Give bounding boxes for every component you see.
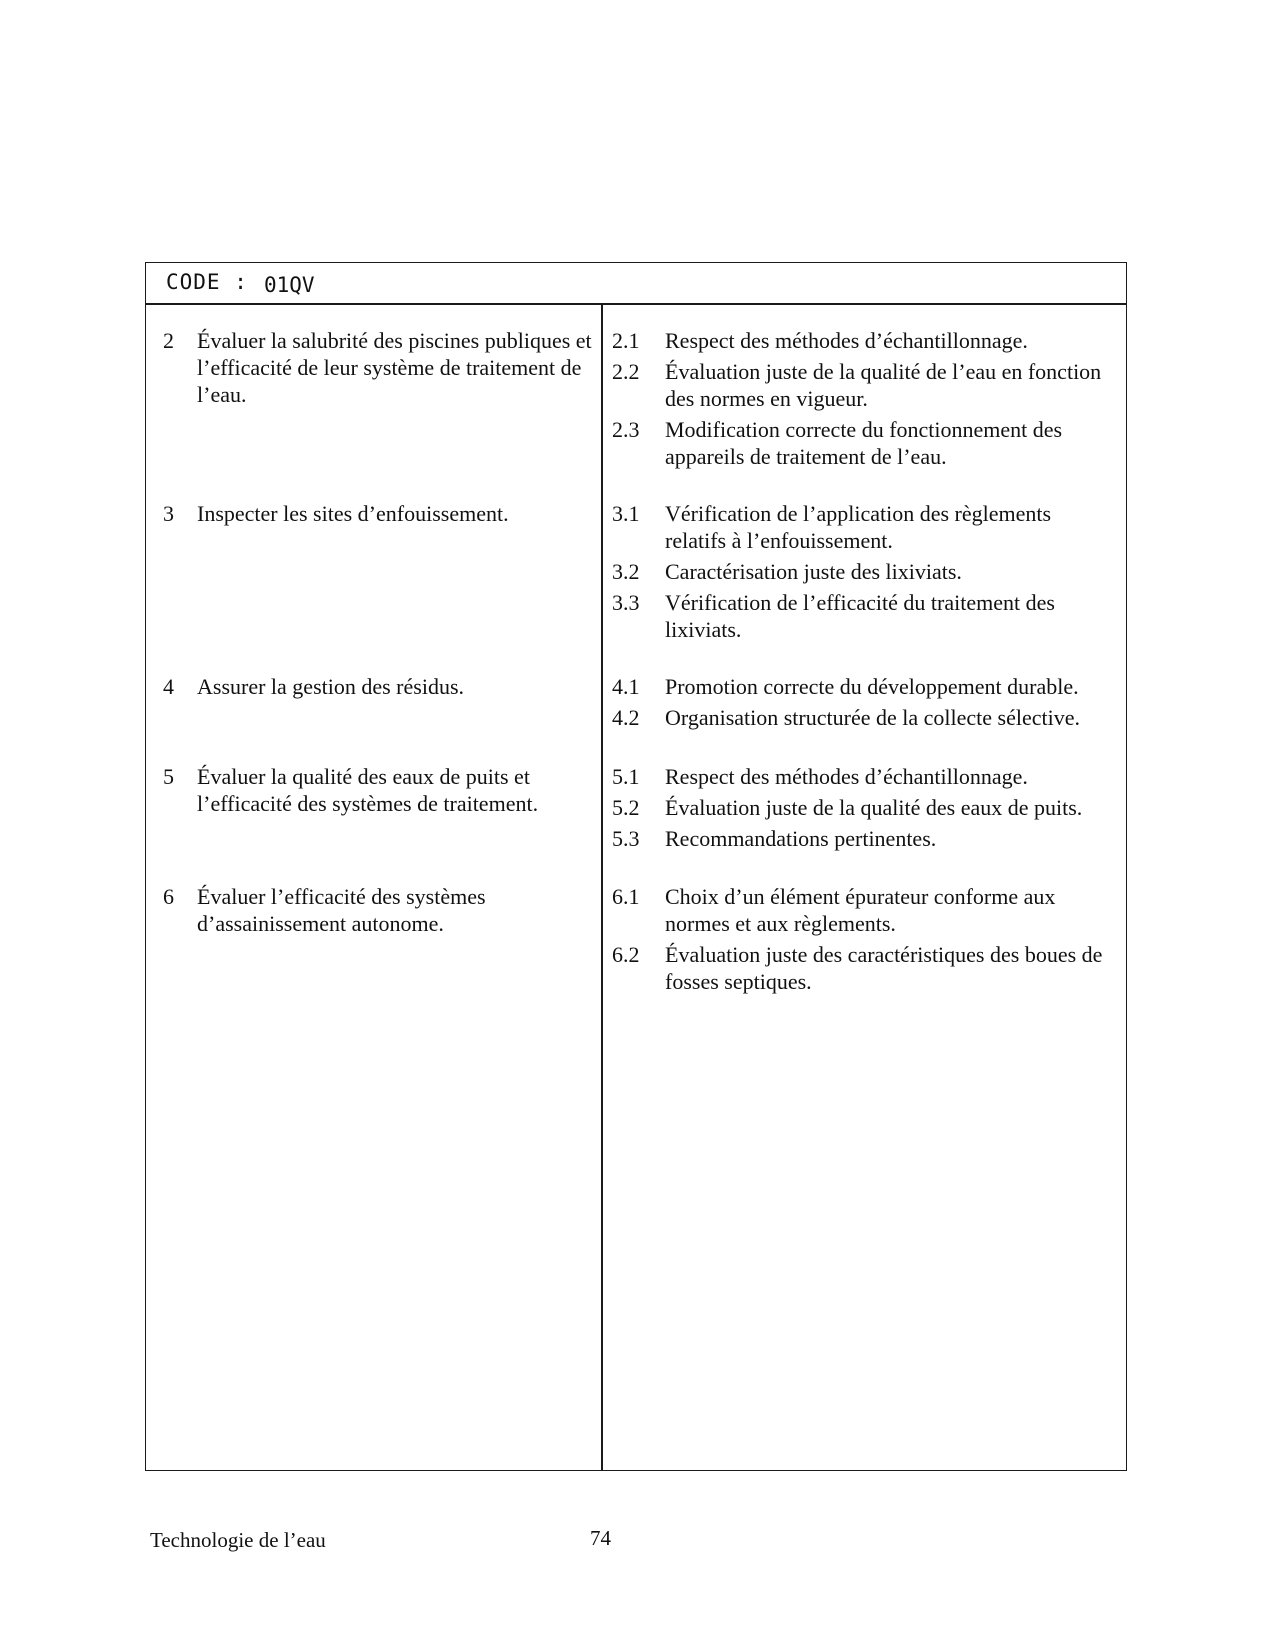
- competency-text: Évaluer l’efficacité des systèmes d’assainissement autonome.: [197, 884, 486, 936]
- competency-text: Inspecter les sites d’enfouissement.: [197, 501, 509, 526]
- criterion-item: [612, 763, 1117, 790]
- criterion-text: Évaluation juste des caractéristiques des boues de fosses septiques.: [665, 942, 1103, 994]
- code-label: CODE :: [166, 270, 248, 294]
- criterion-number: 2.1: [612, 328, 640, 353]
- criterion-item: [612, 825, 1117, 852]
- competency-text: Évaluer la qualité des eaux de puits et l’efficacité des systèmes de traitement.: [197, 764, 539, 816]
- criterion-number: 6.2: [612, 942, 640, 967]
- criterion-number: 4.1: [612, 674, 640, 699]
- criteria-list: [612, 327, 1117, 474]
- criterion-text: Caractérisation juste des lixiviats.: [665, 559, 962, 584]
- criterion-number: 6.1: [612, 884, 640, 909]
- competency-number: 5: [163, 764, 174, 789]
- competency-number: 3: [163, 501, 174, 526]
- criterion-number: 2.3: [612, 417, 640, 442]
- criterion-number: 5.1: [612, 764, 640, 789]
- criterion-number: 5.3: [612, 826, 640, 851]
- criterion-text: Respect des méthodes d’échantillonnage.: [665, 328, 1028, 353]
- competency-text: Évaluer la salubrité des piscines publiques et l’efficacité de leur système de traitement de l’eau.: [197, 328, 592, 407]
- competency-table: [145, 262, 1127, 1471]
- criterion-item: [612, 558, 1117, 585]
- criterion-number: 5.2: [612, 795, 640, 820]
- criteria-list: [612, 763, 1117, 856]
- criterion-item: [612, 883, 1117, 937]
- criterion-text: Choix d’un élément épurateur conforme aux normes et aux règlements.: [665, 884, 1056, 936]
- criterion-item: [612, 358, 1117, 412]
- criterion-text: Évaluation juste de la qualité de l’eau en fonction des normes en vigueur.: [665, 359, 1102, 411]
- criterion-item: [612, 794, 1117, 821]
- criterion-item: [612, 673, 1117, 700]
- competency-number: 2: [163, 328, 174, 353]
- criterion-item: [612, 327, 1117, 354]
- criterion-number: 2.2: [612, 359, 640, 384]
- competency-number: 4: [163, 674, 174, 699]
- criterion-item: [612, 589, 1117, 643]
- code-value: 01QV: [264, 273, 315, 297]
- criterion-item: [612, 416, 1117, 470]
- criterion-text: Évaluation juste de la qualité des eaux de puits.: [665, 795, 1083, 820]
- footer-document-title: Technologie de l’eau: [150, 1528, 326, 1552]
- column-divider: [601, 305, 603, 1470]
- criterion-number: 4.2: [612, 705, 640, 730]
- criterion-number: 3.3: [612, 590, 640, 615]
- criterion-item: [612, 941, 1117, 995]
- criteria-list: [612, 883, 1117, 999]
- criterion-text: Respect des méthodes d’échantillonnage.: [665, 764, 1028, 789]
- criteria-list: [612, 673, 1117, 735]
- criterion-text: Promotion correcte du développement durable.: [665, 674, 1079, 699]
- code-header-row: [146, 263, 1126, 305]
- footer-page-number: 74: [590, 1526, 611, 1550]
- criterion-text: Vérification de l’efficacité du traitement des lixiviats.: [665, 590, 1055, 642]
- competency-text: Assurer la gestion des résidus.: [197, 674, 465, 699]
- criterion-text: Vérification de l’application des règlements relatifs à l’enfouissement.: [665, 501, 1052, 553]
- criterion-item: [612, 704, 1117, 731]
- criterion-text: Organisation structurée de la collecte sélective.: [665, 705, 1080, 730]
- criterion-text: Recommandations pertinentes.: [665, 826, 937, 851]
- criteria-list: [612, 500, 1117, 647]
- criterion-item: [612, 500, 1117, 554]
- competency-number: 6: [163, 884, 174, 909]
- criterion-number: 3.2: [612, 559, 640, 584]
- criterion-number: 3.1: [612, 501, 640, 526]
- criterion-text: Modification correcte du fonctionnement des appareils de traitement de l’eau.: [665, 417, 1063, 469]
